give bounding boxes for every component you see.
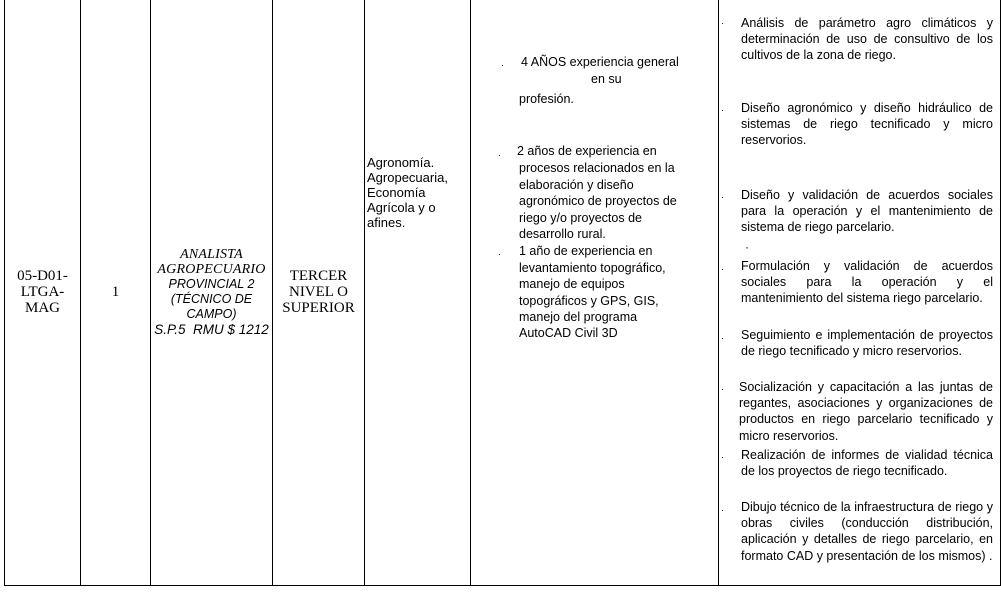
bullet-icon: · [721,452,724,462]
experience-line: AutoCAD Civil 3D [519,326,618,340]
function-item: Seguimiento e implementación de proyectos de riego tecnificado y micro reservorios. [741,328,993,359]
study-area-line: Agrícola y o [367,200,436,215]
experience-line: 4 AÑOS experiencia general [521,55,679,69]
job-requirements-table [4,0,1001,586]
bullet-icon: · [721,264,724,274]
study-area-line: Agropecuaria, [367,170,448,185]
position-title-cell [151,0,273,586]
function-item: Socialización y capacitación a las juntas de regantes, asociaciones y organizaciones de productos en riego parcelario tecnificado y micro reservorios. [739,380,993,443]
study-area-line: afines. [367,215,406,230]
education-level-cell [273,0,365,586]
education-level-line: TERCER [289,268,348,284]
experience-line: desarrollo rural. [519,227,606,241]
experience-line: en su [591,72,622,86]
position-code-line: LTGA- [20,284,65,300]
stray-dot: · [745,240,749,254]
table-row [5,0,1001,586]
study-area-cell [365,0,471,586]
bullet-icon: · [721,384,724,394]
position-title-line: ANALISTA [180,246,243,262]
education-level-line: SUPERIOR [282,300,355,316]
experience-line: elaboración y diseño [519,178,634,192]
experience-line: 1 año de experiencia en [519,244,653,258]
bullet-icon: · [721,192,724,202]
bullet-icon: · [721,333,724,343]
study-area-line: Economía [367,185,426,200]
functions-cell [719,0,1001,586]
function-item: Diseño y validación de acuerdos sociales para la operación y el mantenimiento de sistema de riego parcelario. [741,188,993,235]
experience-line: procesos relacionados en la [519,161,675,175]
education-level-line: NIVEL O [288,284,348,300]
position-title-line: AGROPECUARIO [157,261,266,277]
experience-line: 2 años de experiencia en [517,144,657,158]
function-item: Análisis de parámetro agro climáticos y determinación de uso de consultivo de los cultivos de la zona de riego. [741,16,993,63]
experience-line: profesión. [519,92,574,106]
position-subtitle-line: CAMPO) [186,306,237,321]
experience-line: manejo del programa [519,310,638,324]
position-subtitle-line: PROVINCIAL 2 [168,276,255,291]
vacancies-cell [81,0,151,586]
position-code-line: MAG [24,300,60,316]
experience-cell [471,0,719,586]
bullet-icon: · [498,249,501,259]
function-item: Formulación y validación de acuerdos sociales para la operación y el mantenimiento del sistema riego parcelario. [741,259,993,306]
study-area-line: Agronomía. [367,155,435,170]
function-item: Dibujo técnico de la infraestructura de riego y obras civiles (conducción distribución, aplicación y detalles de riego parcelario, en formato CAD y presentación de los mismos) . [741,500,993,563]
bullet-icon: · [498,150,501,160]
experience-line: agronómico de proyectos de [519,194,677,208]
bullet-icon: · [721,18,724,28]
position-subtitle-line: (TÉCNICO DE [170,291,253,306]
bullet-icon: · [721,105,724,115]
experience-line: levantamiento topográfico, [519,261,666,275]
position-code-line: 05-D01- [17,268,68,284]
function-item: Realización de informes de vialidad técnica de los proyectos de riego tecnificado. [741,448,993,479]
position-code-cell [5,0,81,586]
experience-line: manejo de equipos [519,277,625,291]
function-item: Diseño agronómico y diseño hidráulico de sistemas de riego tecnificado y micro reservorios. [741,101,993,148]
position-salary: S.P.5 RMU $ 1212 [154,321,269,337]
bullet-icon: · [721,505,724,515]
vacancies-count: 1 [111,283,120,300]
experience-line: topográficos y GPS, GIS, [519,294,659,308]
experience-line: riego y/o proyectos de [519,211,642,225]
bullet-icon: · [501,60,504,70]
